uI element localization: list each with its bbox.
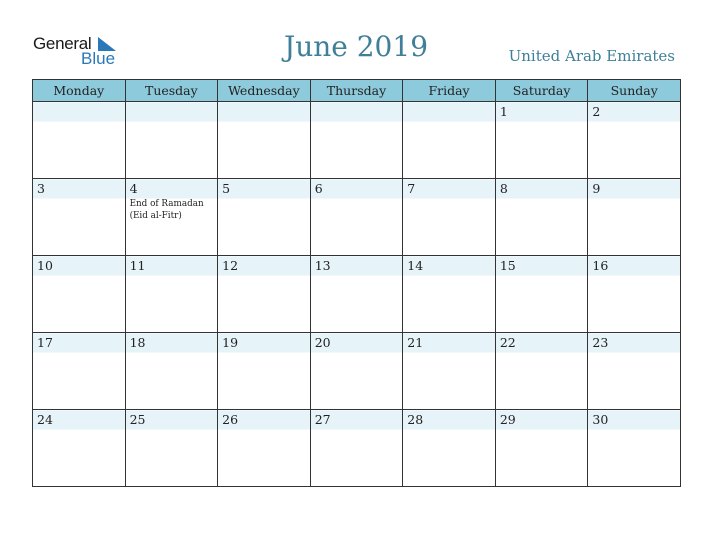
day-cell[interactable]: [495, 410, 588, 487]
day-cell[interactable]: [310, 179, 403, 256]
holiday-event: End of Ramadan (Eid al-Fitr): [129, 199, 204, 221]
day-number: 1: [499, 104, 508, 119]
day-cell[interactable]: [218, 179, 311, 256]
weekday-sunday: Sunday: [588, 80, 681, 102]
day-cell[interactable]: [310, 256, 403, 333]
day-number: 24: [37, 412, 53, 427]
day-number: [33, 102, 125, 121]
day-cell[interactable]: [218, 333, 311, 410]
week-row: [33, 179, 681, 256]
day-cell[interactable]: [588, 256, 681, 333]
day-cell[interactable]: [588, 179, 681, 256]
weekday-header-row: [33, 80, 681, 102]
day-number: 29: [499, 412, 516, 427]
day-cell[interactable]: [495, 256, 588, 333]
day-number: 23: [592, 335, 609, 350]
day-number: 25: [129, 412, 146, 427]
day-number: 2: [592, 104, 601, 119]
day-cell[interactable]: [33, 410, 126, 487]
day-number: 8: [499, 181, 508, 196]
day-number: 26: [222, 412, 239, 427]
day-number: 3: [37, 181, 45, 196]
day-number: 10: [37, 258, 53, 273]
weekday-saturday: Saturday: [495, 80, 588, 102]
day-cell[interactable]: [310, 410, 403, 487]
day-cell[interactable]: [125, 179, 218, 256]
weekday-wednesday: Wednesday: [218, 80, 311, 102]
day-cell[interactable]: [310, 102, 403, 179]
logo-text-blue: Blue: [81, 49, 116, 68]
weekday-monday: Monday: [33, 80, 126, 102]
day-number: 16: [592, 258, 609, 273]
week-row: [33, 256, 681, 333]
day-number: [403, 102, 495, 121]
day-cell[interactable]: [125, 333, 218, 410]
day-number: 9: [592, 181, 601, 196]
day-cell[interactable]: [218, 410, 311, 487]
day-number: 18: [129, 335, 146, 350]
day-cell[interactable]: [310, 333, 403, 410]
day-cell[interactable]: [218, 256, 311, 333]
day-number: 14: [407, 258, 424, 273]
day-number: 13: [314, 258, 331, 273]
day-cell[interactable]: [125, 410, 218, 487]
calendar-grid: [32, 79, 681, 487]
page-title: June 2019: [283, 30, 429, 63]
week-row: [33, 333, 681, 410]
day-number: 30: [592, 412, 609, 427]
day-number: 19: [222, 335, 239, 350]
day-cell[interactable]: [403, 333, 496, 410]
day-number: [218, 102, 310, 121]
day-number: [126, 102, 218, 121]
day-number: 12: [222, 258, 239, 273]
day-cell[interactable]: [403, 410, 496, 487]
day-cell[interactable]: [403, 102, 496, 179]
day-cell[interactable]: [33, 102, 126, 179]
day-cell[interactable]: [495, 179, 588, 256]
weekday-friday: Friday: [403, 80, 496, 102]
day-cell[interactable]: [33, 179, 126, 256]
calendar-body: [33, 102, 681, 487]
day-number: 11: [129, 258, 146, 273]
country-label: United Arab Emirates: [508, 47, 675, 65]
week-row: [33, 410, 681, 487]
day-number: 27: [314, 412, 331, 427]
day-cell[interactable]: [588, 333, 681, 410]
day-number: 5: [222, 181, 231, 196]
day-number: 15: [499, 258, 516, 273]
day-number: 21: [407, 335, 424, 350]
day-cell[interactable]: [33, 333, 126, 410]
day-cell[interactable]: [588, 102, 681, 179]
day-number: [311, 102, 403, 121]
day-cell[interactable]: [495, 333, 588, 410]
day-number: 7: [407, 181, 416, 196]
day-number: 4: [129, 181, 138, 196]
weekday-tuesday: Tuesday: [125, 80, 218, 102]
day-number: 22: [499, 335, 516, 350]
day-cell[interactable]: [403, 179, 496, 256]
day-cell[interactable]: [588, 410, 681, 487]
day-number: 20: [314, 335, 331, 350]
day-cell[interactable]: [218, 102, 311, 179]
day-cell[interactable]: [125, 102, 218, 179]
weekday-thursday: Thursday: [310, 80, 403, 102]
logo-text-general: General: [33, 34, 92, 53]
day-number: 28: [407, 412, 424, 427]
day-cell[interactable]: [125, 256, 218, 333]
day-cell[interactable]: [33, 256, 126, 333]
day-number: 6: [314, 181, 323, 196]
day-cell[interactable]: [495, 102, 588, 179]
day-cell[interactable]: [403, 256, 496, 333]
day-number: 17: [37, 335, 53, 350]
week-row: [33, 102, 681, 179]
